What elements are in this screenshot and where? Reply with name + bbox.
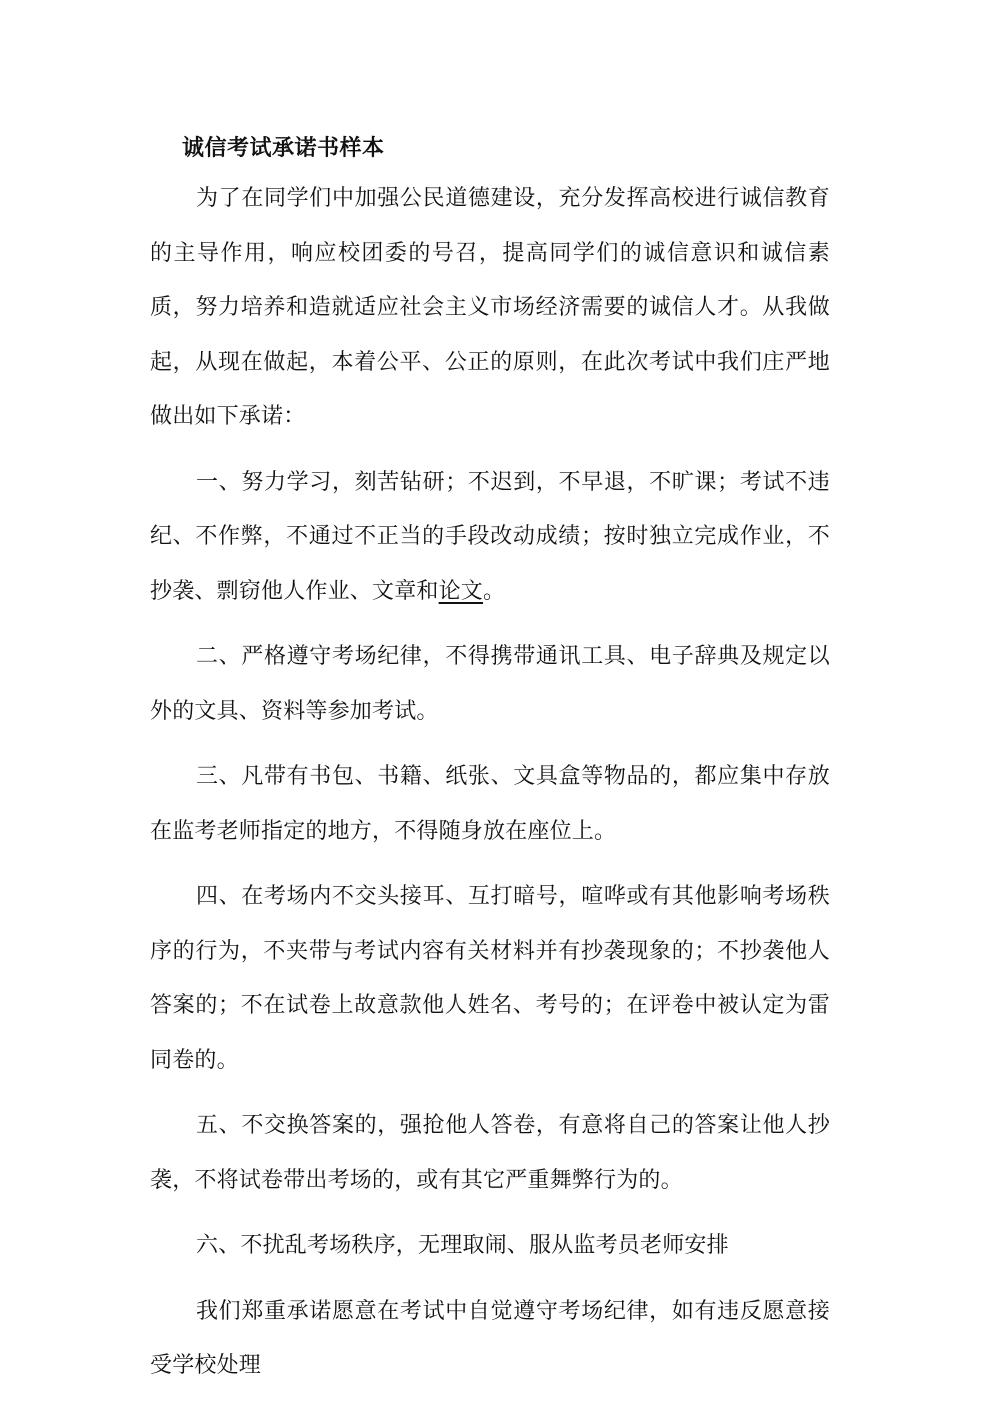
document-title: 诚信考试承诺书样本: [182, 135, 385, 161]
thesis-link[interactable]: 论文: [438, 578, 484, 604]
pledge-item-1: [150, 456, 830, 620]
pledge-item-1-end: 。: [483, 578, 506, 604]
intro-paragraph: 为了在同学们中加强公民道德建设，充分发挥高校进行诚信教育的主导作用，响应校团委的号召，提高同学们的诚信意识和诚信素质，努力培养和造就适应社会主义市场经济需要的诚信人才。从我做起，从现在做起，本着公平、公正的原则，在此次考试中我们庄严地做出如下承诺：: [150, 186, 830, 429]
document-body: [150, 128, 830, 1394]
pledge-item-4: 四、在考场内不交头接耳、互打暗号，喧哗或有其他影响考场秩序的行为，不夹带与考试内容有关材料并有抄袭现象的；不抄袭他人答案的；不在试卷上故意款他人姓名、考号的；在评卷中被认定为雷同卷的。: [150, 884, 830, 1073]
pledge-item-1-text: 一、努力学习，刻苦钻研；不迟到，不早退，不旷课；考试不违纪、不作弊，不通过不正当的手段改动成绩；按时独立完成作业，不抄袭、剽窃他人作业、文章和: [150, 469, 830, 604]
pledge-item-6: 六、不扰乱考场秩序，无理取闹、服从监考员老师安排: [196, 1233, 729, 1258]
closing-paragraph: 我们郑重承诺愿意在考试中自觉遵守考场纪律，如有违反愿意接受学校处理: [150, 1298, 830, 1378]
pledge-item-3: 三、凡带有书包、书籍、纸张、文具盒等物品的，都应集中存放在监考老师指定的地方，不得随身放在座位上。: [150, 764, 830, 844]
pledge-item-2: 二、严格遵守考场纪律，不得携带通讯工具、电子辞典及规定以外的文具、资料等参加考试。: [150, 644, 830, 724]
pledge-item-5: 五、不交换答案的，强抢他人答卷，有意将自己的答案让他人抄袭，不将试卷带出考场的，或有其它严重舞弊行为的。: [150, 1113, 830, 1193]
